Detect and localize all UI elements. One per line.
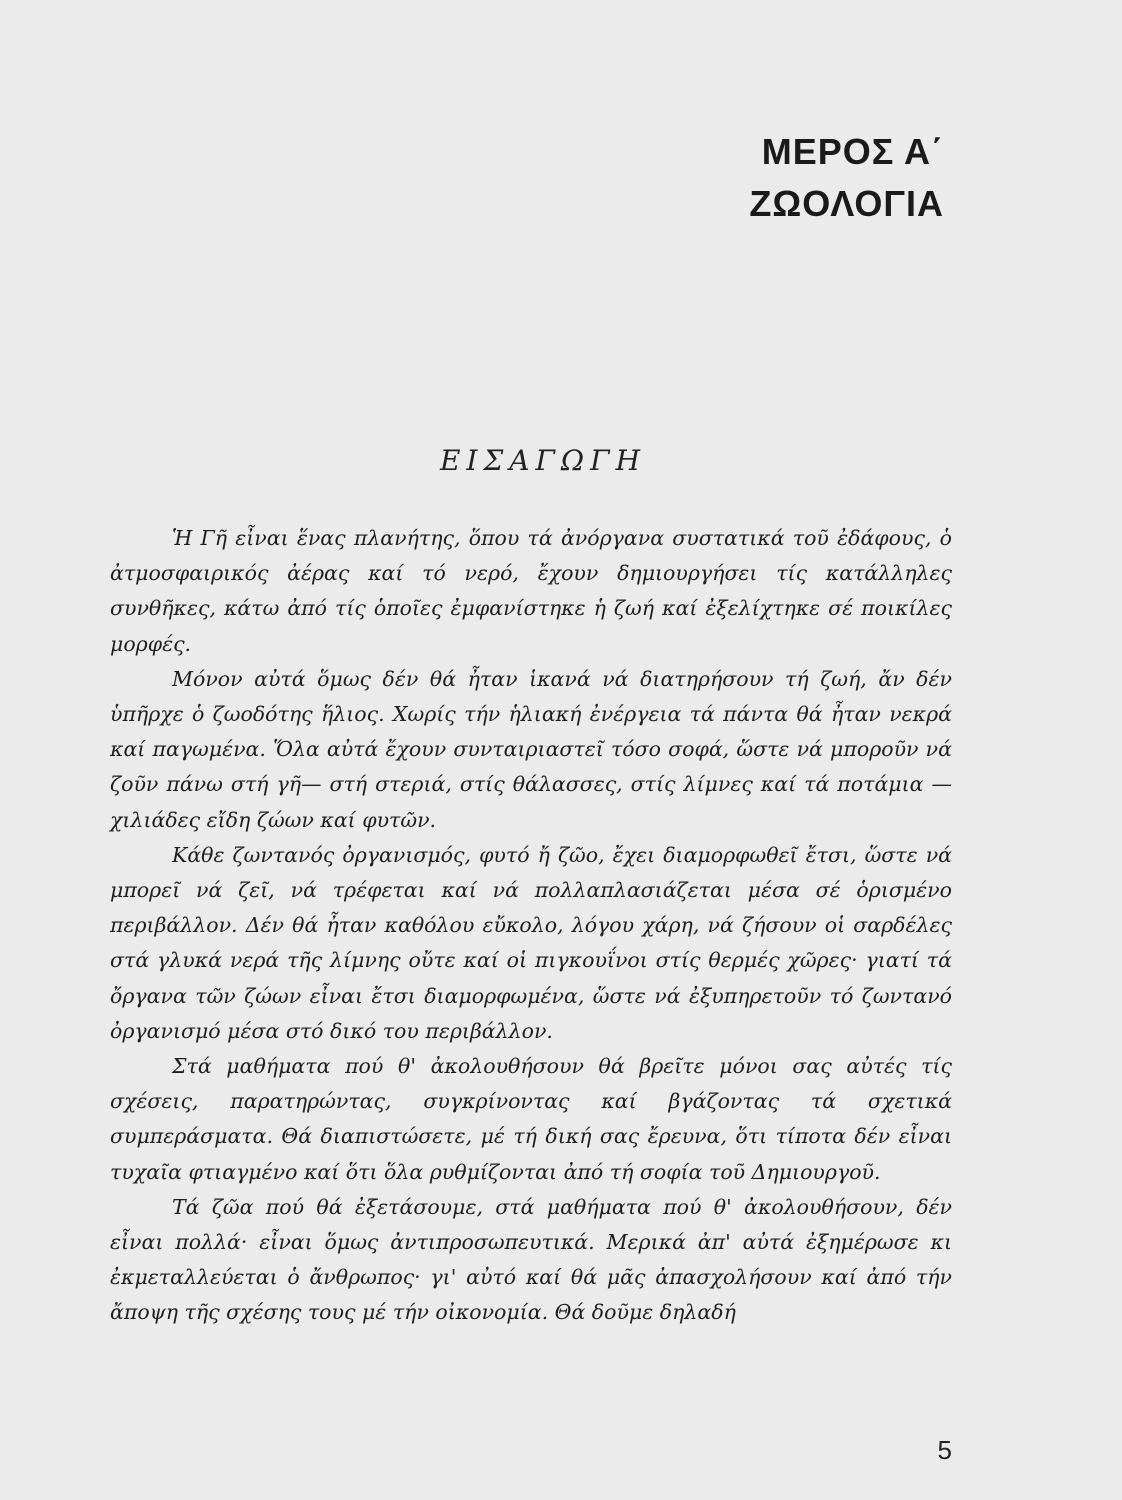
part-label: ΜΕΡΟΣ Α΄ <box>761 131 944 172</box>
paragraph-4: Στά μαθήματα πού θ' ἀκολουθήσουν θά βρεῖτε μόνοι σας αὐτές τίς σχέσεις, παρατηρώντας, συγκρίνοντας καί βγάζοντας τά σχετικά συμπεράσματα. Θά διαπιστώσετε, μέ τή δική σας ἔρευνα, ὅτι τίποτα δέν εἶναι τυχαῖα φτιαγμένο καί ὅτι ὅλα ρυθμίζονται ἀπό τή σοφία τοῦ Δημιουργοῦ. <box>110 1054 952 1184</box>
part-heading <box>749 126 944 230</box>
section-title: ΕΙΣΑΓΩΓΗ <box>439 444 646 477</box>
paragraph-1: Ἡ Γῆ εἶναι ἕνας πλανήτης, ὅπου τά ἀνόργανα συστατικά τοῦ ἐδάφους, ὁ ἀτμοσφαιρικός ἀέρας καί τό νερό, ἔχουν δημιουργήσει τίς κατάλληλες συνθῆκες, κάτω ἀπό τίς ὁποῖες ἐμφανίστηκε ἡ ζωή καί ἐξελίχτηκε σέ ποικίλες μορφές. <box>110 526 952 656</box>
paragraph-5: Τά ζῶα πού θά ἐξετάσουμε, στά μαθήματα πού θ' ἀκολουθήσουν, δέν εἶναι πολλά· εἶναι ὅμως ἀντιπροσωπευτικά. Μερικά ἀπ' αὐτά ἐξημέρωσε κι ἐκμεταλλεύεται ὁ ἄνθρωπος· γι' αὐτό καί θά μᾶς ἀπασχολήσουν καί ἀπό τήν ἄποψη τῆς σχέσης τους μέ τήν οἰκονομία. Θά δοῦμε δηλαδή <box>110 1194 952 1325</box>
paragraph-2: Μόνον αὐτά ὅμως δέν θά ἦταν ἱκανά νά διατηρήσουν τή ζωή, ἄν δέν ὑπῆρχε ὁ ζωοδότης ἥλιος. Χωρίς τήν ἡλιακή ἐνέργεια τά πάντα θά ἦταν νεκρά καί παγωμένα. Ὅλα αὐτά ἔχουν συνταιριαστεῖ τόσο σοφά, ὥστε νά μποροῦν νά ζοῦν πάνω στή γῆ— στή στεριά, στίς θάλασσες, στίς λίμνες καί τά ποτάμια — χιλιάδες εἴδη ζώων καί φυτῶν. <box>110 666 952 832</box>
paragraph-3: Κάθε ζωντανός ὀργανισμός, φυτό ἤ ζῶο, ἔχει διαμορφωθεῖ ἔτσι, ὥστε νά μπορεῖ νά ζεῖ, νά τρέφεται καί νά πολλαπλασιάζεται μέσα σέ ὁρισμένο περιβάλλον. Δέν θά ἦταν καθόλου εὔκολο, λόγου χάρη, νά ζήσουν οἱ σαρδέλες στά γλυκά νερά τῆς λίμνης οὔτε καί οἱ πιγκουΐνοι στίς θερμές χῶρες· γιατί τά ὄργανα τῶν ζώων εἶναι ἔτσι διαμορφωμένα, ὥστε νά ἐξυπηρετοῦν τό ζωντανό ὀργανισμό μέσα στό δικό του περιβάλλον. <box>110 842 952 1043</box>
body-text <box>110 521 952 1331</box>
page-number: 5 <box>937 1435 952 1465</box>
subject-label: ΖΩΟΛΟΓΙΑ <box>749 183 944 224</box>
